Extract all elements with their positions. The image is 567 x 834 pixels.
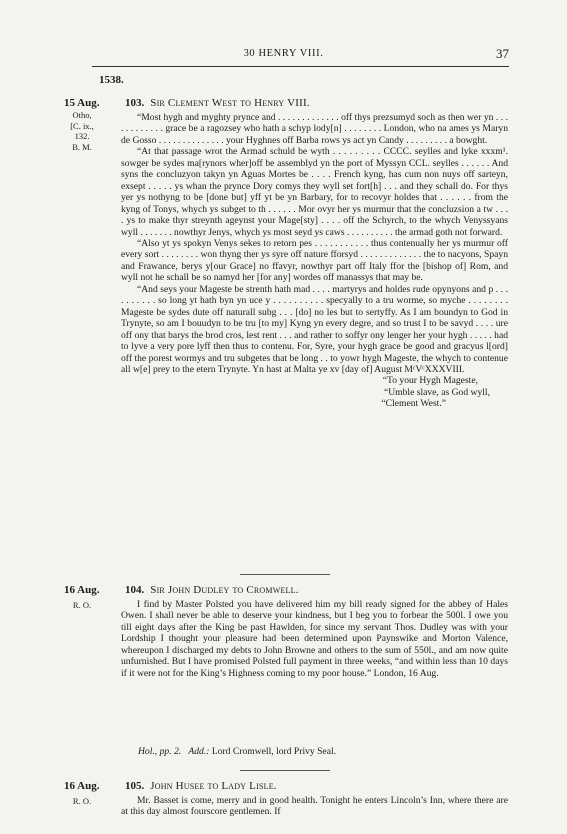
entry-title: Sir John Dudley to Cromwell. <box>150 584 299 596</box>
paragraph: “At that passage wrot the Armad schuld be wyth . . . . . . . . . CCCC. seylles and lyke xxxm¹. sowger be sydes ma[rynors wher]off be assemblyd yn the port of Myssyn CCL. seylles . . . . . . And syns the concluzyon takyn yn Aguas Mortes be . . . . French kyng, has cum non nuys off sarteyn, exsept . . . . . ys whan the prynce Dory comys they wyll set fort[h] . . . and they schall do. For thys yer ys nothyng to be [done but] yff yt be yn Barbary, for to recovyr holdes that . . . . . . from the kyng of Tonys, whych ys subget to th . . . . . . Mor ovyr her ys murmur that the concluzsion a tw . . . . ys to make thyr streynth ageynst your Mage[sty] . . . . off the Schyrch, to the whych Venyssyans wyll . . . . . . . nowthyr Jenys, whych ys most seyd ys caws . . . . . . . . . . the armad goth not forward. <box>121 146 508 238</box>
entry-number: 105. <box>125 780 145 792</box>
signature-line: “Umble slave, as God wyll, <box>383 386 490 398</box>
source-line: R. O. <box>72 600 92 610</box>
entry-105-heading <box>125 780 277 792</box>
entry-104-source <box>62 600 102 611</box>
running-title: 30 HENRY VIII. <box>243 48 324 59</box>
note-add: Add.: <box>188 746 210 757</box>
entry-104-body <box>121 599 508 679</box>
entry-104-note <box>138 746 336 757</box>
running-header <box>0 48 567 62</box>
note-address: Lord Cromwell, lord Privy Seal. <box>211 746 337 757</box>
source-line: B. M. <box>72 141 92 152</box>
entry-105-body <box>121 795 508 818</box>
entry-105-date: 16 Aug. <box>64 780 100 792</box>
paragraph: “Most hygh and myghty prynce and . . . . . . . . . . . . . off thys prezsumyd soch as then wer yn . . . . . . . . . . . . grace be a ragozsey who hath a schyp lody[n] . . . . . . . . London, who na ames ys Maryn de Gosso . . . . . . . . . . . . . . your Hyghnes off Barba rows ys act yn Candy . . . . . . . . . a bowght. <box>121 112 508 146</box>
entry-number: 104. <box>125 584 145 596</box>
entry-104-heading <box>125 584 299 596</box>
entry-103-body <box>121 112 508 410</box>
note-hol: Hol., pp. 2. <box>138 746 182 757</box>
header-rule <box>92 66 509 67</box>
entry-number: 103. <box>125 97 145 109</box>
entry-title: John Husee to Lady Lisle. <box>150 780 277 792</box>
paragraph: “And seys your Mageste be strenth hath mad . . . . martyrys and holdes rude opynyons and p . . . . . . . . . . so long yt hath byn yn uce y . . . . . . . . . . specyally to a tru worme, so myche . . . . . . . . Mageste be sydes dute off naturall subg . . . [do] no les but to sertyffy. As I am boundyn to God in Trynyte, so am I bouudyn to be tru [to my] Kyng yn every degre, and so trust I to be savyd . . . . ure off ony that barys the brod cros, lest rent . . . and rather to soffyr ony lenger her your hygh . . . . . had to lyve a very pore lyff then thus to contenu. For, Syre, your hygh grace be good and gracyus l[ord] off the porest wormys and tru subgetes that be long . . to yowr hygh Mageste, the whych to contenue all w[e] prey to the etern Trynyte. Yn hast at Malta ye xv [day of] August MᶜVᶜXXXVIII. <box>121 283 508 375</box>
entry-title: Sir Clement West to Henry VIII. <box>150 97 310 109</box>
paragraph: I find by Master Polsted you have delivered him my bill ready signed for the abbey of Hales Owen. I shall never be able to deserve your kindness, but I beg you to forbear the 500l. I owe you till eight days after the King be past Hawlden, for since my servant Thos. Dudley was with your Lordship I thought your pleasure had been determined upon Paynswike and Morton Valence, whereupon I discharged my debts to John Browne and others to the sum of 550l., and am now quite unfurnished. But I have promised Polsted full payment in three weeks, “and within less than 10 days if it were not for the King’s Highness coming to my poor house.” London, 16 Aug. <box>121 599 508 679</box>
signature-line: “To your Hygh Mageste, <box>382 375 478 387</box>
paragraph: “Also yt ys spokyn Venys sekes to retorn pes . . . . . . . . . . . thus contenually her ys murmur off every sort . . . . . . . . won thyng ther ys syre off nature fforsyd . . . . . . . . . . . . . the to nacyons, Spayn and Frawance, berys y[our Grace] no ffavyr, nowthyr part off Italy ffor the [bishop of] Rom, and wyll not he schall be so namyd her [for any] wordes off manassys that may be. <box>121 237 508 284</box>
entry-103-source <box>62 110 102 152</box>
source-line: [C. ix., 132. <box>70 120 94 141</box>
entry-103-date: 15 Aug. <box>64 97 100 109</box>
source-line: R. O. <box>72 796 92 806</box>
entry-103-heading <box>125 97 310 109</box>
year-marker: 1538. <box>99 74 124 86</box>
entry-separator <box>240 770 330 771</box>
page-number: 37 <box>496 46 509 61</box>
entry-104-date: 16 Aug. <box>64 584 100 596</box>
signature-line: “Clement West.” <box>381 398 446 410</box>
source-line: Otho, <box>72 110 92 120</box>
paragraph: Mr. Basset is come, merry and in good health. Tonight he enters Lincoln’s Inn, where there are at this day almost fourscore gentlemen. If <box>121 795 508 818</box>
entry-105-source <box>62 796 102 807</box>
entry-separator <box>240 574 330 575</box>
